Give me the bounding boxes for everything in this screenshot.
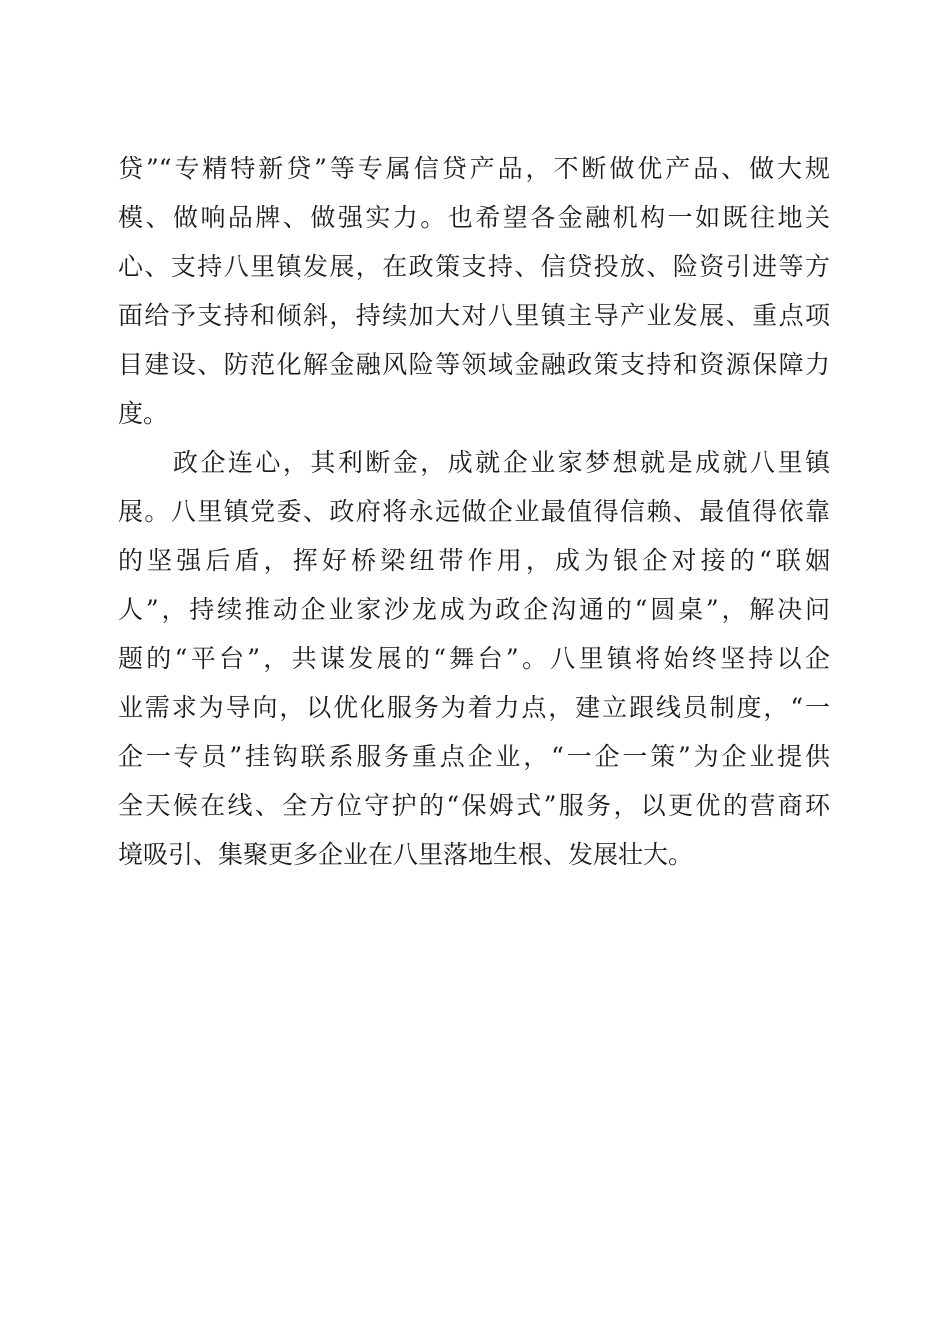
paragraph-1-line-1: 贷”“专精特新贷”等专属信贷产品，不断做优产品、做大规 <box>118 154 830 183</box>
body-text <box>118 144 830 879</box>
paragraph-2-line-3: 的坚强后盾，挥好桥梁纽带作用，成为银企对接的“联姻 <box>118 546 830 575</box>
paragraph-2-line-8: 全天候在线、全方位守护的“保姆式”服务，以更优的营商环 <box>118 791 830 820</box>
paragraph-2-line-1: 政企连心，其利断金，成就企业家梦想就是成就八里镇 <box>118 448 830 477</box>
paragraph-2-line-7: 企一专员”挂钩联系服务重点企业，“一企一策”为企业提供 <box>118 742 830 771</box>
paragraph-1-line-4: 面给予支持和倾斜，持续加大对八里镇主导产业发展、重点项 <box>118 301 830 330</box>
paragraph-1-line-3: 心、支持八里镇发展，在政策支持、信贷投放、险资引进等方 <box>118 252 830 281</box>
paragraph-1-line-6: 度。 <box>118 399 169 428</box>
paragraph-1-line-5: 目建设、防范化解金融风险等领域金融政策支持和资源保障力 <box>118 350 830 379</box>
paragraph-2-line-5: 题的“平台”，共谋发展的“舞台”。八里镇将始终坚持以企 <box>118 644 830 673</box>
paragraph-1-line-2: 模、做响品牌、做强实力。也希望各金融机构一如既往地关 <box>118 203 830 232</box>
paragraph-2-line-2: 展。八里镇党委、政府将永远做企业最值得信赖、最值得依靠 <box>118 497 830 526</box>
paragraph-2-line-4: 人”，持续推动企业家沙龙成为政企沟通的“圆桌”，解决问 <box>118 595 830 624</box>
paragraph-2-line-6: 业需求为导向，以优化服务为着力点，建立跟线员制度，“一 <box>118 693 830 722</box>
paragraph-2-line-9: 境吸引、集聚更多企业在八里落地生根、发展壮大。 <box>118 840 694 869</box>
